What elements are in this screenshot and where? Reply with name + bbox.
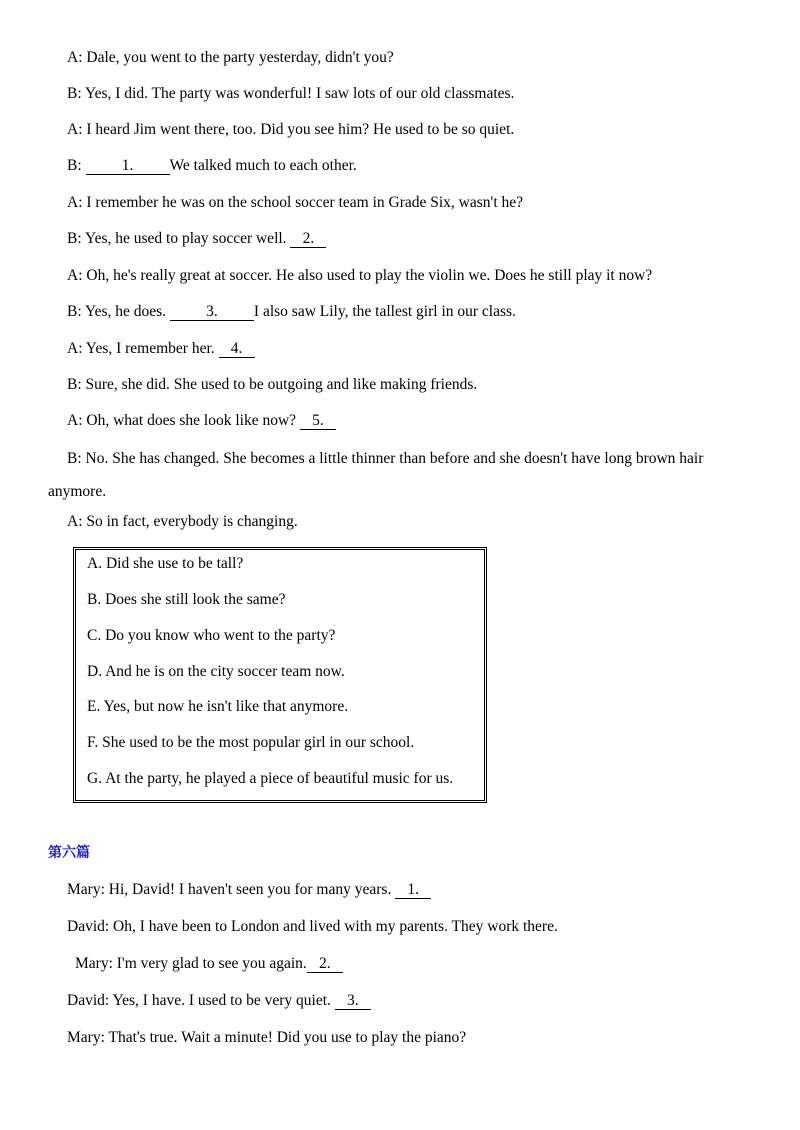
answer-blank[interactable]: 3. bbox=[170, 303, 254, 321]
answer-blank[interactable]: 3. bbox=[335, 992, 371, 1010]
dialogue-line: A: I remember he was on the school soccer team in Grade Six, wasn't he? bbox=[67, 194, 524, 211]
dialogue-line: A: I heard Jim went there, too. Did you see him? He used to be so quiet. bbox=[67, 121, 515, 138]
line-text: I also saw Lily, the tallest girl in our class. bbox=[253, 303, 516, 320]
line-text: Mary: I'm very glad to see you again. bbox=[75, 955, 307, 972]
dialogue-line: A: Oh, he's really great at soccer. He also used to play the violin we. Does he still play it now? bbox=[67, 267, 653, 284]
dialogue-line bbox=[67, 229, 326, 249]
line-text: B: bbox=[67, 157, 86, 174]
option-item: C. Do you know who went to the party? bbox=[87, 627, 336, 644]
option-item: D. And he is on the city soccer team now. bbox=[87, 663, 345, 680]
dialogue-line bbox=[67, 339, 255, 359]
option-item: A. Did she use to be tall? bbox=[87, 555, 244, 572]
options-box bbox=[73, 547, 487, 803]
answer-blank[interactable]: 1. bbox=[395, 881, 431, 899]
option-item: E. Yes, but now he isn't like that anymore. bbox=[87, 698, 349, 715]
line-text: Mary: Hi, David! I haven't seen you for many years. bbox=[67, 881, 396, 898]
dialogue-line: Mary: That's true. Wait a minute! Did you use to play the piano? bbox=[67, 1029, 467, 1046]
answer-blank[interactable]: 2. bbox=[307, 955, 343, 973]
option-item: F. She used to be the most popular girl in our school. bbox=[87, 734, 415, 751]
dialogue-line bbox=[75, 954, 343, 974]
section-title: 第六篇 bbox=[48, 845, 90, 861]
answer-blank[interactable]: 4. bbox=[219, 340, 255, 358]
answer-blank[interactable]: 1. bbox=[86, 157, 170, 175]
answer-blank[interactable]: 5. bbox=[300, 412, 336, 430]
option-item: G. At the party, he played a piece of beautiful music for us. bbox=[87, 770, 454, 787]
dialogue-line bbox=[67, 302, 516, 322]
dialogue-line bbox=[67, 991, 371, 1011]
answer-blank[interactable]: 2. bbox=[290, 230, 326, 248]
line-text: A: Yes, I remember her. bbox=[67, 340, 219, 357]
line-text: B: Yes, he used to play soccer well. bbox=[67, 230, 291, 247]
line-text: We talked much to each other. bbox=[169, 157, 357, 174]
line-text: B: Yes, he does. bbox=[67, 303, 170, 320]
line-text: David: Yes, I have. I used to be very quiet. bbox=[67, 992, 335, 1009]
dialogue-line: A: Dale, you went to the party yesterday, didn't you? bbox=[67, 49, 394, 66]
dialogue-line: A: So in fact, everybody is changing. bbox=[67, 513, 298, 530]
dialogue-line bbox=[67, 880, 431, 900]
dialogue-line bbox=[67, 411, 336, 431]
dialogue-line-wrapped: B: No. She has changed. She becomes a little thinner than before and she doesn't have long brown hair anymore. bbox=[48, 450, 704, 500]
dialogue-line bbox=[67, 156, 357, 176]
dialogue-line: David: Oh, I have been to London and lived with my parents. They work there. bbox=[67, 918, 558, 935]
line-text: A: Oh, what does she look like now? bbox=[67, 412, 300, 429]
dialogue-line: B: Yes, I did. The party was wonderful! I saw lots of our old classmates. bbox=[67, 85, 515, 102]
dialogue-line: B: Sure, she did. She used to be outgoing and like making friends. bbox=[67, 376, 478, 393]
option-item: B. Does she still look the same? bbox=[87, 591, 286, 608]
